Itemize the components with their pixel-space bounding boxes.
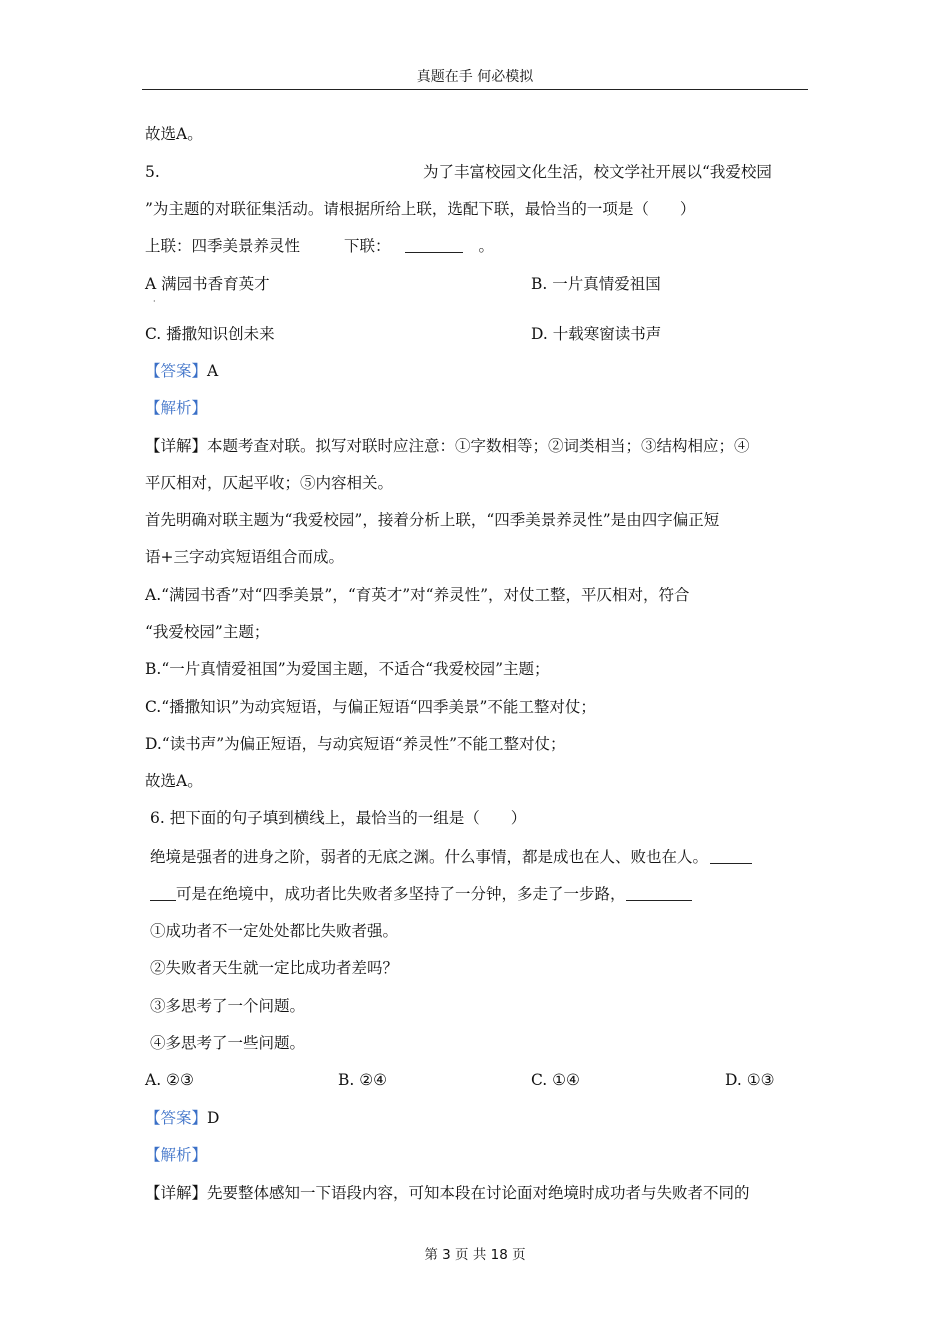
q5-option-a: A 满园书香育英才 [145, 275, 270, 293]
q6-detail-line1 [145, 1183, 750, 1203]
q6-option-d: D. ①③ [725, 1071, 775, 1089]
q6-passage-line2 [150, 884, 692, 904]
q6-blank-1a [710, 847, 752, 864]
q5-lower-end: 。 [478, 237, 495, 255]
q5-answer-blank [405, 236, 463, 253]
q6-passage-line1 [150, 847, 752, 867]
header-divider [142, 89, 808, 90]
q5-conclusion: 故选A。 [145, 772, 203, 790]
q5-expl-d: D.“读书声”为偏正短语，与动宾短语“养灵性”不能工整对仗； [145, 735, 566, 753]
q6-detail-label: 【详解】 [145, 1184, 208, 1202]
q6-sentence-1: ①成功者不一定处处都比失败者强。 [150, 922, 399, 940]
q6-detail-text: 先要整体感知一下语段内容，可知本段在讨论面对绝境时成功者与失败者不同的 [207, 1184, 750, 1202]
q5-number: 5. [145, 163, 160, 181]
q6-answer-value: D [207, 1109, 220, 1127]
q6-blank-2 [626, 884, 692, 901]
page-header-title: 真题在手 何必模拟 [416, 69, 534, 85]
q5-option-d: D. 十载寒窗读书声 [531, 325, 662, 343]
q5-expl-b: B.“一片真情爱祖国”为爱国主题，不适合“我爱校园”主题； [145, 660, 550, 678]
q6-sentence-4: ④多思考了一些问题。 [150, 1034, 306, 1052]
q6-sentence-2: ②失败者天生就一定比成功者差吗？ [150, 959, 399, 977]
q6-option-a: A. ②③ [145, 1071, 194, 1089]
q6-answer [145, 1108, 219, 1128]
q5-detail-line1 [145, 436, 750, 456]
q5-answer-value: A [207, 362, 219, 380]
q5-detail-line2: 平仄相对，仄起平收；⑤内容相关。 [145, 474, 394, 492]
q5-detail-text: 本题考查对联。拟写对联时应注意：①字数相等；②词类相当；③结构相应；④ [207, 437, 750, 455]
q5-stem-line1: 为了丰富校园文化生活，校文学社开展以“我爱校园 [423, 163, 772, 181]
q6-stem: 6. 把下面的句子填到横线上，最恰当的一组是（ ） [150, 809, 527, 827]
q6-option-b: B. ②④ [338, 1071, 388, 1089]
q5-analysis-label: 【解析】 [145, 399, 208, 417]
q6-passage-text1: 绝境是强者的进身之阶，弱者的无底之渊。什么事情，都是成也在人、败也在人。 [150, 848, 709, 866]
q6-passage-text2: 可是在绝境中，成功者比失败者多坚持了一分钟，多走了一步路， [176, 885, 626, 903]
q5-detail-label: 【详解】 [145, 437, 208, 455]
q5-expl-a-line2: “我爱校园”主题； [145, 623, 270, 641]
q6-blank-1b [150, 884, 176, 901]
q5-answer [145, 361, 218, 381]
q5-couplet-line [145, 236, 494, 256]
q5-para1-line2: 语+三字动宾短语组合而成。 [145, 548, 344, 566]
page-footer: 第 3 页 共 18 页 [424, 1247, 526, 1263]
q6-option-c: C. ①④ [531, 1071, 580, 1089]
q5-expl-c: C.“播撒知识”为动宾短语，与偏正短语“四季美景”不能工整对仗； [145, 698, 596, 716]
q5-upper-couplet: 上联：四季美景养灵性 [145, 237, 301, 255]
stray-dot: · [153, 297, 156, 306]
q5-lower-couplet-label: 下联： [344, 237, 391, 255]
q5-expl-a-line1: A.“满园书香”对“四季美景”，“育英才”对“养灵性”，对仗工整，平仄相对，符合 [145, 586, 690, 604]
q5-option-b: B. 一片真情爱祖国 [531, 275, 661, 293]
q5-stem-line2: ”为主题的对联征集活动。请根据所给上联，选配下联，最恰当的一项是（ ） [145, 200, 696, 218]
q6-answer-label: 【答案】 [145, 1109, 208, 1127]
q6-analysis-label: 【解析】 [145, 1146, 208, 1164]
q5-para1-line1: 首先明确对联主题为“我爱校园”，接着分析上联，“四季美景养灵性”是由四字偏正短 [145, 511, 720, 529]
previous-conclusion: 故选A。 [145, 125, 203, 143]
q5-option-c: C. 播撒知识创未来 [145, 325, 275, 343]
q5-answer-label: 【答案】 [145, 362, 208, 380]
q6-sentence-3: ③多思考了一个问题。 [150, 997, 306, 1015]
